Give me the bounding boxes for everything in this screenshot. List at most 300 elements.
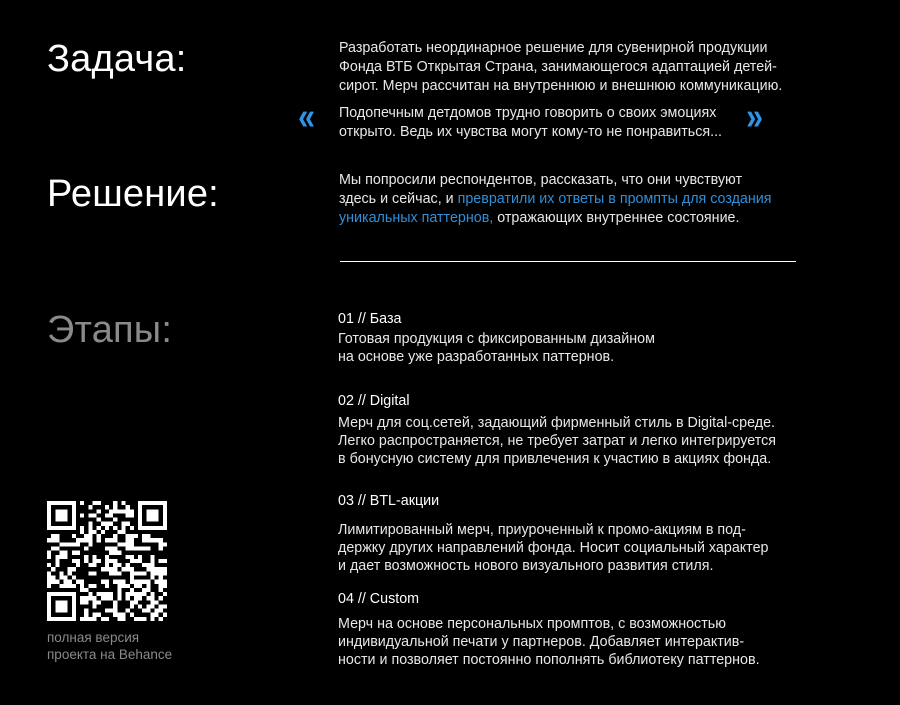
stage-title: 03 // BTL-акции [338,493,440,509]
stage-item [338,392,818,468]
qr-module [55,559,59,563]
qr-module [126,563,130,567]
qr-module [134,534,138,538]
qr-module [163,505,167,509]
qr-module [88,538,92,542]
qr-module [97,518,101,522]
qr-module [146,513,150,517]
qr-module [68,526,72,530]
qr-module [126,584,130,588]
qr-module [130,613,134,617]
qr-module [163,542,167,546]
qr-module [150,509,154,513]
qr-module [150,613,154,617]
qr-module [138,505,142,509]
qr-module [146,588,150,592]
qr-module [134,571,138,575]
qr-module [159,538,163,542]
qr-module [163,518,167,522]
qr-module [150,596,154,600]
stage-description [338,330,818,366]
qr-module [101,617,105,621]
qr-module [64,609,68,613]
qr-module [117,613,121,617]
qr-module [121,530,125,534]
qr-module [59,518,63,522]
qr-module [88,534,92,538]
task-line: сирот. Мерч рассчитан на внутреннюю и внешнюю коммуникацию. [339,78,783,94]
qr-module [117,563,121,567]
qr-module [84,538,88,542]
qr-module [64,551,68,555]
qr-module [84,534,88,538]
qr-module [47,522,51,526]
qr-module [109,571,113,575]
qr-module [142,563,146,567]
qr-module [150,538,154,542]
qr-module [68,567,72,571]
qr-module [105,592,109,596]
qr-module [93,513,97,517]
qr-module [126,505,130,509]
qr-module [134,580,138,584]
qr-module [72,584,76,588]
qr-module [88,542,92,546]
task-line: Разработать неординарное решение для сувенирной продукции [339,40,768,56]
qr-module [101,592,105,596]
qr-module [146,596,150,600]
qr-module [105,567,109,571]
qr-module [55,604,59,608]
qr-module [159,588,163,592]
qr-module [72,518,76,522]
qr-module [88,592,92,596]
qr-module [51,580,55,584]
qr-module [97,538,101,542]
qr-module [51,538,55,542]
qr-module [72,613,76,617]
qr-module [150,513,154,517]
stage-line: Готовая продукция с фиксированным дизайном [338,331,655,347]
qr-module [109,513,113,517]
qr-module [105,609,109,613]
qr-module [138,596,142,600]
stage-line: Мерч на основе персональных промптов, с возможностью [338,616,726,632]
qr-module [47,505,51,509]
qr-module [97,534,101,538]
qr-module [84,596,88,600]
qr-module [72,551,76,555]
qr-module [84,547,88,551]
qr-module [134,600,138,604]
qr-module [68,580,72,584]
solution-text-plain: здесь и сейчас, и [339,191,458,207]
qr-module [163,522,167,526]
qr-module [64,526,68,530]
qr-module [68,592,72,596]
qr-module [93,600,97,604]
qr-module [138,580,142,584]
qr-module [126,547,130,551]
solution-heading: Решение: [47,173,219,215]
qr-module [51,617,55,621]
qr-module [159,596,163,600]
qr-module [59,617,63,621]
qr-module [113,571,117,575]
qr-module [105,555,109,559]
qr-module [51,592,55,596]
stage-description [338,615,818,669]
qr-module [47,501,51,505]
solution-highlight: уникальных паттернов, [339,210,494,226]
stage-line: Легко распространяется, не требует затрат и легко интегрируется [338,433,777,449]
qr-module [72,513,76,517]
qr-module [97,613,101,617]
qr-module [101,522,105,526]
qr-module [59,609,63,613]
qr-module [163,526,167,530]
qr-module [105,513,109,517]
qr-module [80,513,84,517]
stage-line: держку других направлений фонда. Носит социальный характер [338,540,769,556]
qr-module [113,505,117,509]
qr-module [88,522,92,526]
qr-module [117,617,121,621]
qr-module [64,555,68,559]
qr-module [134,596,138,600]
qr-module [47,580,51,584]
qr-caption [47,630,172,663]
qr-module [55,501,59,505]
qr-module [93,555,97,559]
qr-module [146,580,150,584]
qr-module [109,551,113,555]
qr-module [59,600,63,604]
qr-module [146,501,150,505]
qr-module [47,563,51,567]
qr-module [146,609,150,613]
qr-module [163,604,167,608]
qr-module [76,580,80,584]
qr-module [105,580,109,584]
qr-module [47,518,51,522]
qr-module [121,584,125,588]
qr-module [155,600,159,604]
qr-module [93,584,97,588]
qr-module [105,538,109,542]
qr-module [155,513,159,517]
qr-module [80,530,84,534]
qr-module [84,588,88,592]
qr-module [142,526,146,530]
qr-module [130,559,134,563]
qr-module [159,584,163,588]
qr-module [146,547,150,551]
qr-module [146,526,150,530]
qr-module [155,518,159,522]
qr-module [121,613,125,617]
qr-module [138,526,142,530]
qr-module [142,580,146,584]
qr-module [130,592,134,596]
task-description [339,39,809,96]
qr-module [159,604,163,608]
qr-module [76,559,80,563]
qr-module [117,509,121,513]
qr-module [130,567,134,571]
quote-line: Подопечным детдомов трудно говорить о своих эмоциях [339,105,717,121]
qr-module [84,617,88,621]
qr-module [113,580,117,584]
qr-module [55,509,59,513]
qr-module [146,509,150,513]
qr-module [142,534,146,538]
stage-line: в бонусную систему для привлечения к участию в акциях фонда. [338,451,772,467]
qr-module [59,571,63,575]
qr-module [72,534,76,538]
qr-module [159,575,163,579]
qr-module [72,575,76,579]
qr-module [59,584,63,588]
qr-module [163,584,167,588]
qr-module [117,551,121,555]
qr-module [159,542,163,546]
qr-module [64,580,68,584]
qr-module [68,542,72,546]
qr-module [55,513,59,517]
qr-module [146,604,150,608]
qr-module [55,600,59,604]
qr-module [64,542,68,546]
qr-module [68,584,72,588]
qr-module [93,530,97,534]
qr-module [150,592,154,596]
qr-module [150,600,154,604]
qr-module [97,559,101,563]
stages-heading: Этапы: [47,309,173,351]
qr-module [113,518,117,522]
qr-module [142,538,146,542]
qr-module [130,542,134,546]
qr-module [93,617,97,621]
qr-module [59,509,63,513]
qr-module [163,580,167,584]
qr-module [142,617,146,621]
qr-module [105,547,109,551]
qr-module [155,509,159,513]
qr-module [113,526,117,530]
qr-module [159,609,163,613]
qr-module [51,567,55,571]
qr-module [134,547,138,551]
qr-module [150,563,154,567]
qr-module [101,596,105,600]
qr-module [130,571,134,575]
qr-module [93,501,97,505]
qr-module [155,609,159,613]
qr-module [105,584,109,588]
qr-module [88,617,92,621]
qr-code-icon [47,501,167,621]
qr-module [47,551,51,555]
qr-module [113,547,117,551]
qr-module [64,513,68,517]
qr-module [51,526,55,530]
qr-module [109,538,113,542]
stage-item [338,590,818,669]
qr-module [150,604,154,608]
qr-module [55,526,59,530]
qr-module [150,559,154,563]
qr-module [68,617,72,621]
qr-module [109,609,113,613]
qr-module [55,547,59,551]
qr-module [163,571,167,575]
stage-line: Лимитированный мерч, приуроченный к промо-акциям в под- [338,522,746,538]
solution-line [339,190,809,209]
qr-module [163,513,167,517]
qr-module [126,592,130,596]
qr-module [130,580,134,584]
qr-module [150,567,154,571]
qr-module [163,592,167,596]
qr-module [159,567,163,571]
qr-module [117,580,121,584]
qr-module [97,526,101,530]
qr-module [130,526,134,530]
qr-module [105,526,109,530]
qr-module [117,584,121,588]
qr-module [138,584,142,588]
qr-module [159,617,163,621]
qr-module [113,604,117,608]
qr-module [121,617,125,621]
qr-module [109,509,113,513]
qr-module [126,509,130,513]
qr-module [146,538,150,542]
qr-module [142,592,146,596]
qr-module [47,613,51,617]
qr-module [72,609,76,613]
qr-module [159,571,163,575]
qr-module [64,604,68,608]
qr-module [138,547,142,551]
qr-module [84,609,88,613]
qr-module [47,571,51,575]
qr-module [80,600,84,604]
qr-module [97,600,101,604]
qr-module [117,588,121,592]
qr-module [47,617,51,621]
qr-module [126,609,130,613]
qr-module [138,604,142,608]
qr-module [138,559,142,563]
qr-module [113,551,117,555]
solution-line [339,209,809,228]
qr-module [59,575,63,579]
qr-module [155,567,159,571]
qr-module [105,563,109,567]
qr-module [93,563,97,567]
qr-module [76,563,80,567]
stage-line: и дает возможность нового визуального развития стиля. [338,558,714,574]
qr-module [146,534,150,538]
stage-line: индивидуальной печати у партнеров. Добавляет интерактив- [338,634,745,650]
qr-module [155,613,159,617]
qr-module [72,604,76,608]
qr-module [59,604,63,608]
qr-module [121,509,125,513]
qr-module [130,588,134,592]
qr-module [64,600,68,604]
qr-module [150,617,154,621]
qr-module [80,617,84,621]
close-quote-icon: » [746,96,764,138]
qr-module [51,501,55,505]
qr-module [130,604,134,608]
qr-module [126,538,130,542]
solution-highlight: превратили их ответы в промпты для создания [457,191,772,207]
qr-module [113,567,117,571]
qr-module [59,526,63,530]
qr-module [163,509,167,513]
stage-title: 02 // Digital [338,393,410,409]
qr-module [121,580,125,584]
qr-module [72,596,76,600]
qr-module [155,580,159,584]
qr-module [88,584,92,588]
qr-caption-line: полная версия [47,630,140,645]
qr-module [47,526,51,530]
qr-module [113,534,117,538]
qr-module [80,526,84,530]
qr-module [80,596,84,600]
qr-module [76,542,80,546]
qr-module [64,501,68,505]
qr-module [117,530,121,534]
qr-module [113,613,117,617]
qr-module [47,592,51,596]
stage-description [338,414,818,468]
stage-title: 01 // База [338,311,402,327]
qr-module [138,513,142,517]
qr-code-link[interactable] [47,501,167,621]
qr-module [121,526,125,530]
qr-module [126,596,130,600]
qr-module [93,596,97,600]
qr-module [47,555,51,559]
qr-module [126,542,130,546]
quote-line: открыто. Ведь их чувства могут кому-то не понравиться... [339,124,723,140]
qr-module [51,534,55,538]
qr-module [97,592,101,596]
qr-module [117,596,121,600]
qr-module [55,555,59,559]
qr-module [76,538,80,542]
qr-module [97,501,101,505]
qr-module [105,596,109,600]
qr-module [138,501,142,505]
qr-module [130,547,134,551]
qr-module [113,609,117,613]
qr-module [130,555,134,559]
task-line: Фонда ВТБ Открытая Страна, занимающегося адаптацией детей- [339,59,777,75]
qr-module [47,575,51,579]
qr-module [126,513,130,517]
qr-module [47,538,51,542]
qr-module [51,547,55,551]
qr-module [155,538,159,542]
